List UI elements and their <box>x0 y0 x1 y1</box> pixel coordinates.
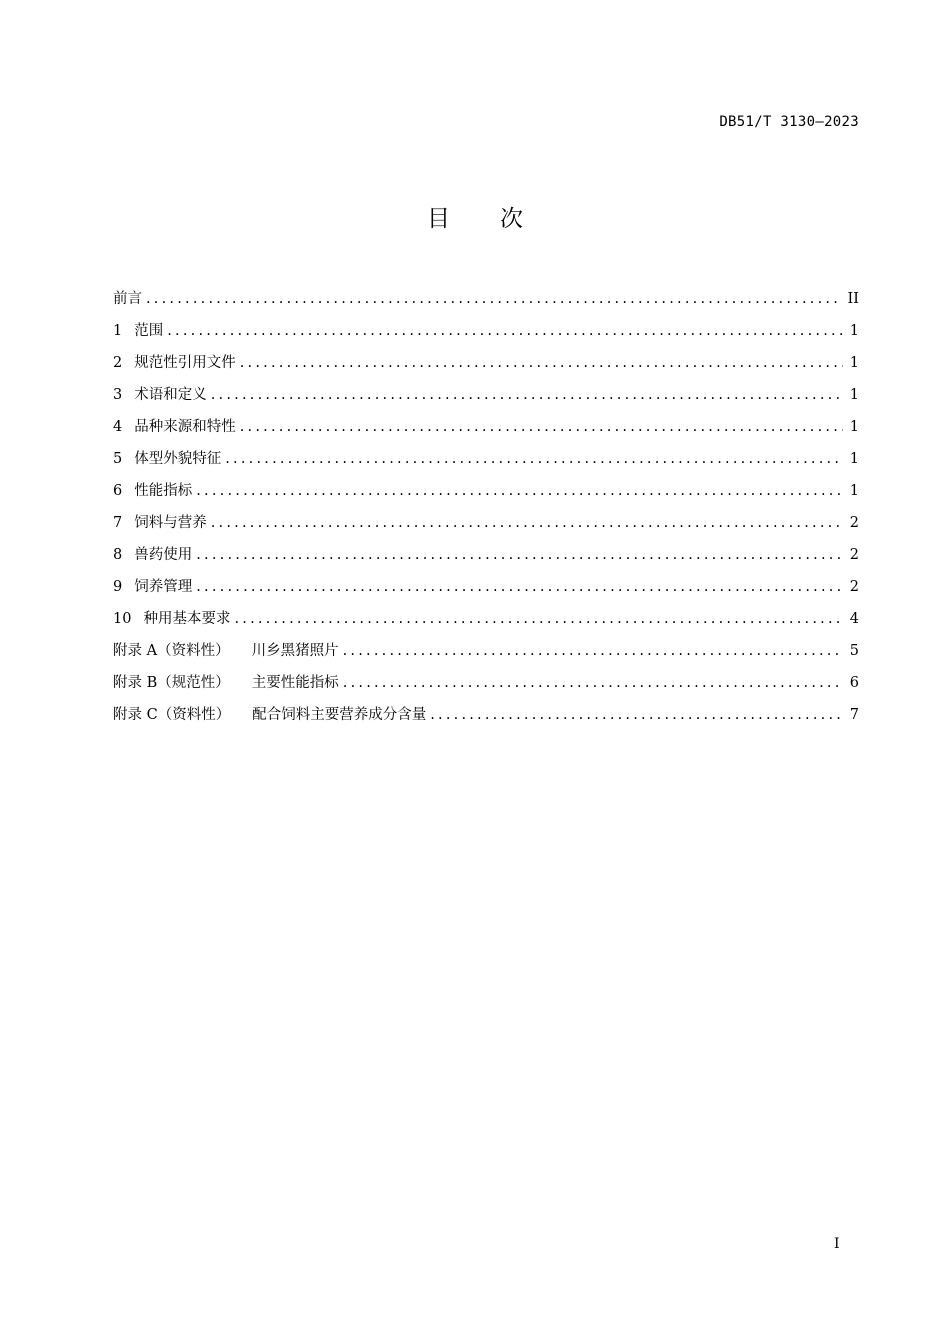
toc-leader-dots <box>211 387 843 403</box>
toc-entry-number: 9 <box>113 579 123 595</box>
toc-entry-page: 1 <box>849 355 859 371</box>
toc-leader-dots <box>167 323 843 339</box>
toc-entry-number: 2 <box>113 355 123 371</box>
toc-entry-page: 1 <box>849 387 859 403</box>
toc-entry-number: 6 <box>113 483 123 499</box>
toc-entry-1[interactable] <box>113 319 859 351</box>
toc-leader-dots <box>343 675 843 691</box>
toc-entry-label: 体型外貌特征 <box>134 451 222 467</box>
toc-leader-dots <box>430 707 843 723</box>
table-of-contents <box>113 287 859 735</box>
toc-leader-dots <box>196 483 843 499</box>
toc-entry-2[interactable] <box>113 351 859 383</box>
toc-entry-label: 兽药使用 <box>134 547 193 563</box>
toc-entry-3[interactable] <box>113 383 859 415</box>
toc-appendix-tag: 附录 A（资料性） <box>113 643 230 659</box>
toc-entry-number: 8 <box>113 547 123 563</box>
toc-entry-6[interactable] <box>113 479 859 511</box>
toc-entry-4[interactable] <box>113 415 859 447</box>
toc-entry-page: 2 <box>849 579 859 595</box>
toc-entry-page: 6 <box>849 675 859 691</box>
toc-entry-foreword[interactable] <box>113 287 859 319</box>
toc-leader-dots <box>225 451 843 467</box>
toc-leader-dots <box>196 547 843 563</box>
toc-entry-10[interactable] <box>113 607 859 639</box>
toc-entry-page: 1 <box>849 323 859 339</box>
toc-entry-label: 范围 <box>134 323 164 339</box>
toc-entry-label: 规范性引用文件 <box>134 355 236 371</box>
toc-entry-number: 3 <box>113 387 123 403</box>
toc-entry-label: 饲料与营养 <box>134 515 207 531</box>
toc-entry-9[interactable] <box>113 575 859 607</box>
toc-entry-label: 术语和定义 <box>134 387 207 403</box>
toc-entry-page: 1 <box>849 419 859 435</box>
page-number: I <box>834 1236 840 1252</box>
toc-entry-page: II <box>847 291 859 307</box>
toc-entry-number: 10 <box>113 611 132 627</box>
toc-entry-appendix-c[interactable] <box>113 703 859 735</box>
toc-entry-number: 5 <box>113 451 123 467</box>
toc-entry-5[interactable] <box>113 447 859 479</box>
toc-entry-number: 1 <box>113 323 123 339</box>
toc-entry-label: 饲养管理 <box>134 579 193 595</box>
toc-entry-page: 1 <box>849 483 859 499</box>
toc-appendix-tag: 附录 C（资料性） <box>113 707 231 723</box>
page-title <box>0 200 950 233</box>
toc-entry-page: 7 <box>849 707 859 723</box>
toc-entry-label: 川乡黑猪照片 <box>251 643 339 659</box>
toc-leader-dots <box>146 291 842 307</box>
toc-entry-label: 配合饲料主要营养成分含量 <box>252 707 427 723</box>
document-code: DB51/T 3130—2023 <box>719 114 859 130</box>
toc-entry-number: 7 <box>113 515 123 531</box>
toc-entry-label: 性能指标 <box>134 483 193 499</box>
toc-entry-page: 2 <box>849 547 859 563</box>
toc-leader-dots <box>196 579 843 595</box>
toc-leader-dots <box>240 419 843 435</box>
toc-leader-dots <box>211 515 843 531</box>
toc-entry-7[interactable] <box>113 511 859 543</box>
title-char-2: 次 <box>500 206 523 232</box>
toc-appendix-tag: 附录 B（规范性） <box>113 675 230 691</box>
toc-entry-appendix-a[interactable] <box>113 639 859 671</box>
toc-entry-page: 1 <box>849 451 859 467</box>
toc-entry-label: 前言 <box>113 291 142 307</box>
toc-entry-appendix-b[interactable] <box>113 671 859 703</box>
toc-entry-8[interactable] <box>113 543 859 575</box>
toc-leader-dots <box>234 611 843 627</box>
toc-entry-number: 4 <box>113 419 123 435</box>
toc-leader-dots <box>240 355 843 371</box>
toc-entry-label: 品种来源和特性 <box>134 419 236 435</box>
toc-entry-page: 5 <box>849 643 859 659</box>
toc-entry-page: 2 <box>849 515 859 531</box>
toc-entry-label: 种用基本要求 <box>143 611 231 627</box>
toc-entry-page: 4 <box>849 611 859 627</box>
toc-entry-label: 主要性能指标 <box>251 675 339 691</box>
toc-leader-dots <box>343 643 843 659</box>
title-char-1: 目 <box>427 206 450 232</box>
